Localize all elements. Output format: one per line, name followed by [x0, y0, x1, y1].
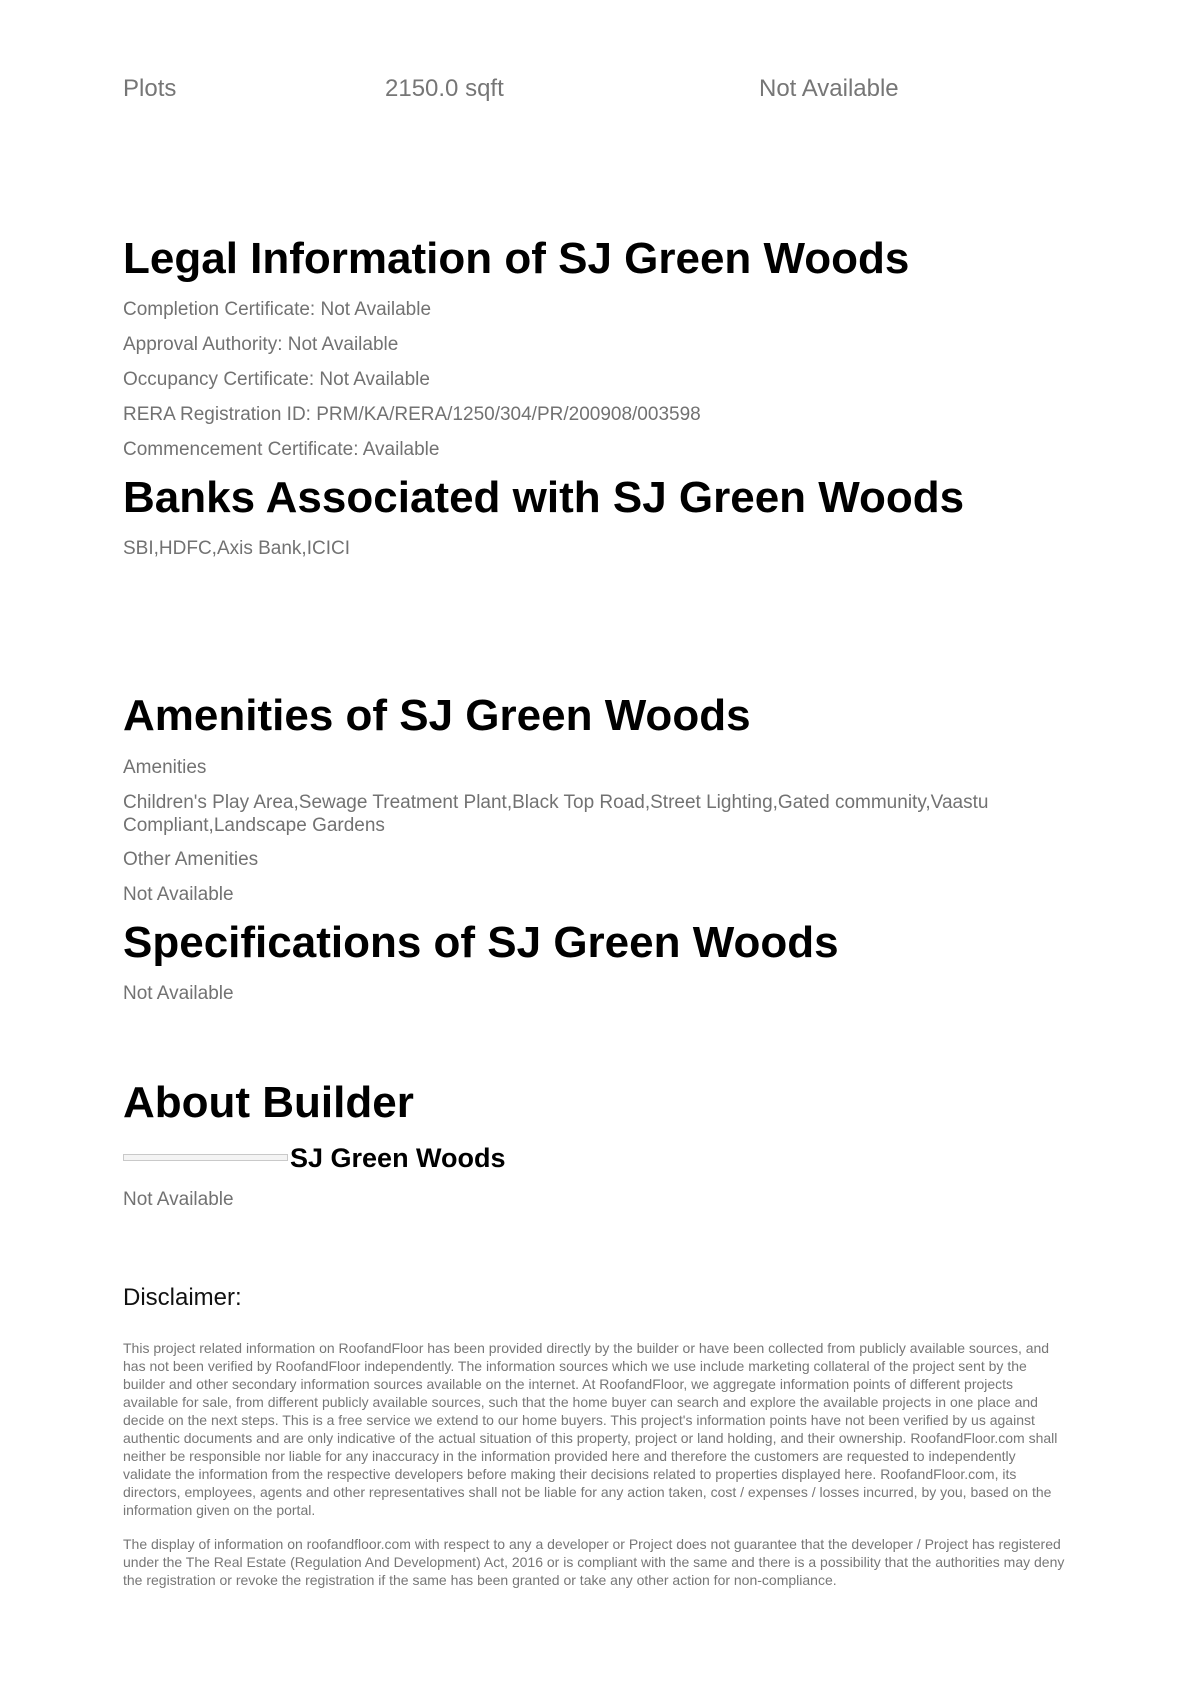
amenities-list: Children's Play Area,Sewage Treatment Plant,Black Top Road,Street Lighting,Gated community,Vaastu Compliant,Landscape Gardens	[123, 792, 989, 836]
builder-description: Not Available	[123, 1189, 234, 1210]
builder-title: About Builder	[123, 1078, 414, 1127]
specifications-title: Specifications of SJ Green Woods	[123, 918, 839, 967]
builder-logo-placeholder	[123, 1154, 288, 1161]
disclaimer-paragraph-1: This project related information on RoofandFloor has been provided directly by the builder or have been collected from publicly available sources, and has not been verified by RoofandFloor independently. The information sources which we use include marketing collateral of the project sent by the builder and other secondary information sources available on the internet. At RoofandFloor, we aggregate information points of different projects available for sale, from different publicly available sources, such that the home buyer can search and explore the available projects in one place and decide on the next steps. This is a free service we extend to our home buyers. This project's information points have not been verified by us against authentic documents and are only indicative of the actual situation of this property, project or land holding, and their ownership. RoofandFloor.com shall neither be responsible nor liable for any inaccuracy in the information provided here and therefore the customers are requested to independently validate the information from the respective developers before making their decisions related to properties displayed here. RoofandFloor.com, its directors, employees, agents and other representatives shall not be liable for any action taken, cost / expenses / losses incurred, by you, based on the information given on the portal.	[123, 1340, 1058, 1518]
legal-title: Legal Information of SJ Green Woods	[123, 234, 910, 283]
specifications-value: Not Available	[123, 983, 234, 1004]
banks-list: SBI,HDFC,Axis Bank,ICICI	[123, 538, 350, 559]
config-type: Plots	[123, 75, 177, 102]
config-price: Not Available	[759, 75, 899, 102]
legal-line-approval: Approval Authority: Not Available	[123, 334, 399, 355]
banks-title: Banks Associated with SJ Green Woods	[123, 473, 965, 522]
legal-line-completion: Completion Certificate: Not Available	[123, 299, 432, 320]
other-amenities-value: Not Available	[123, 884, 234, 905]
legal-line-rera: RERA Registration ID: PRM/KA/RERA/1250/304/PR/200908/003598	[123, 404, 701, 425]
amenities-title: Amenities of SJ Green Woods	[123, 691, 751, 740]
legal-line-occupancy: Occupancy Certificate: Not Available	[123, 369, 430, 390]
legal-line-commencement: Commencement Certificate: Available	[123, 439, 440, 460]
builder-name: SJ Green Woods	[290, 1143, 506, 1173]
disclaimer-paragraph-2: The display of information on roofandfloor.com with respect to any a developer or Project does not guarantee that the developer / Project has registered under the The Real Estate (Regulation And Development) Act, 2016 or is compliant with the same and there is a possibility that the authorities may deny the registration or revoke the registration if the same has been granted or take any other action for non-compliance.	[123, 1536, 1065, 1588]
disclaimer-heading: Disclaimer:	[123, 1284, 242, 1311]
config-size: 2150.0 sqft	[385, 75, 504, 102]
amenities-label: Amenities	[123, 757, 207, 778]
other-amenities-label: Other Amenities	[123, 849, 259, 870]
